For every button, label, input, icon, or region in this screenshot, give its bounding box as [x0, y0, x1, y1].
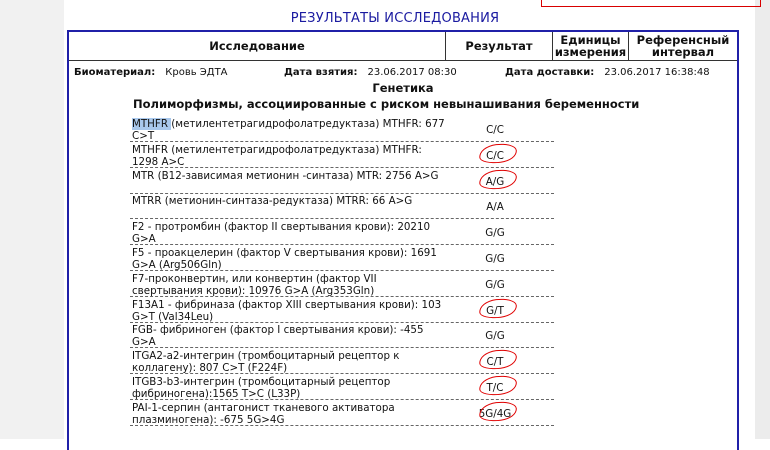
result-value: G/G [485, 279, 505, 291]
meta-date-delivered: Дата доставки: 23.06.2017 16:38:48 [505, 67, 710, 78]
result-value: C/T [486, 356, 504, 368]
result-value: C/C [486, 150, 504, 162]
result-row [130, 246, 554, 271]
header-result: Результат [446, 32, 553, 61]
header-test: Исследование [69, 32, 446, 61]
viewer-scrollbar-track[interactable] [755, 0, 770, 439]
meta-biomaterial: Биоматериал: Кровь ЭДТА [74, 67, 228, 78]
result-row [130, 194, 554, 219]
viewer-margin-left [0, 0, 64, 439]
test-name-text: F5 - проакцелерин (фактор V свертывания крови): 1691 G>A (Arg506Gln) [132, 247, 437, 271]
result-row [130, 375, 554, 400]
test-name-text: (метилентетрагидрофолатредуктаза) MTHFR: 677 C>T [132, 118, 445, 142]
red-outline-box [541, 0, 761, 7]
test-name [132, 273, 450, 297]
report-title: РЕЗУЛЬТАТЫ ИССЛЕДОВАНИЯ [290, 11, 500, 26]
meta-date-taken: Дата взятия: 23.06.2017 08:30 [284, 67, 457, 78]
test-name [132, 299, 450, 323]
result-value: G/G [485, 227, 505, 239]
test-name [132, 195, 450, 207]
test-name [132, 402, 450, 426]
selected-text[interactable]: MTHFR [132, 118, 172, 130]
result-row [130, 349, 554, 374]
test-name [132, 247, 450, 271]
test-name [132, 350, 450, 374]
result-value: A/A [486, 201, 504, 213]
test-name-text: F2 - протромбин (фактор II свертывания крови): 20210 G>A [132, 221, 431, 245]
result-value: G/G [485, 330, 505, 342]
test-name-text: PAI-1-серпин (антагонист тканевого активатора плазминогена): -675 5G>4G [132, 402, 395, 426]
section-title: Генетика [372, 81, 434, 95]
result-row [130, 298, 554, 323]
test-name-text: ITGB3-b3-интегрин (тромбоцитарный рецептор фибриногена):1565 T>C (L33P) [132, 376, 391, 400]
result-row [130, 323, 554, 348]
result-row [130, 143, 554, 168]
header-units: Единицы измерения [553, 32, 629, 61]
test-name-text: FGB- фибриноген (фактор I свертывания крови): -455 G>A [132, 324, 424, 348]
test-name [132, 144, 450, 168]
result-row [130, 169, 554, 194]
subsection-title: Полиморфизмы, ассоциированные с риском невынашивания беременности [133, 97, 640, 111]
test-name [132, 221, 450, 245]
test-name-text: MTR (B12-зависимая метионин -синтаза) MTR: 2756 A>G [132, 170, 439, 182]
result-row [130, 272, 554, 297]
result-value: C/C [486, 124, 504, 136]
test-name [132, 324, 450, 348]
test-name [132, 118, 450, 142]
result-value: T/C [486, 382, 504, 394]
test-name-text: F13A1 - фибриназа (фактор XIII свертывания крови): 103 G>T (Val34Leu) [132, 299, 442, 323]
test-name-text: MTHFR (метилентетрагидрофолатредуктаза) MTHFR: 1298 A>C [132, 144, 422, 168]
result-row [130, 220, 554, 245]
test-name-text: MTRR (метионин-синтаза-редуктаза) MTRR: 66 A>G [132, 195, 413, 207]
result-row [130, 117, 554, 142]
header-reference: Референсный интервал [629, 32, 737, 61]
result-value: G/T [486, 305, 504, 317]
result-value: 5G/4G [478, 408, 512, 420]
test-name-text: F7-проконвертин, или конвертин (фактор VII свертывания крови): 10976 G>A (Arg353Gln) [132, 273, 377, 297]
test-name [132, 170, 450, 182]
result-value: G/G [485, 253, 505, 265]
result-value: A/G [485, 176, 505, 188]
test-name [132, 376, 450, 400]
test-name-text: ITGA2-a2-интегрин (тромбоцитарный рецептор к коллагену): 807 C>T (F224F) [132, 350, 400, 374]
result-row [130, 401, 554, 426]
